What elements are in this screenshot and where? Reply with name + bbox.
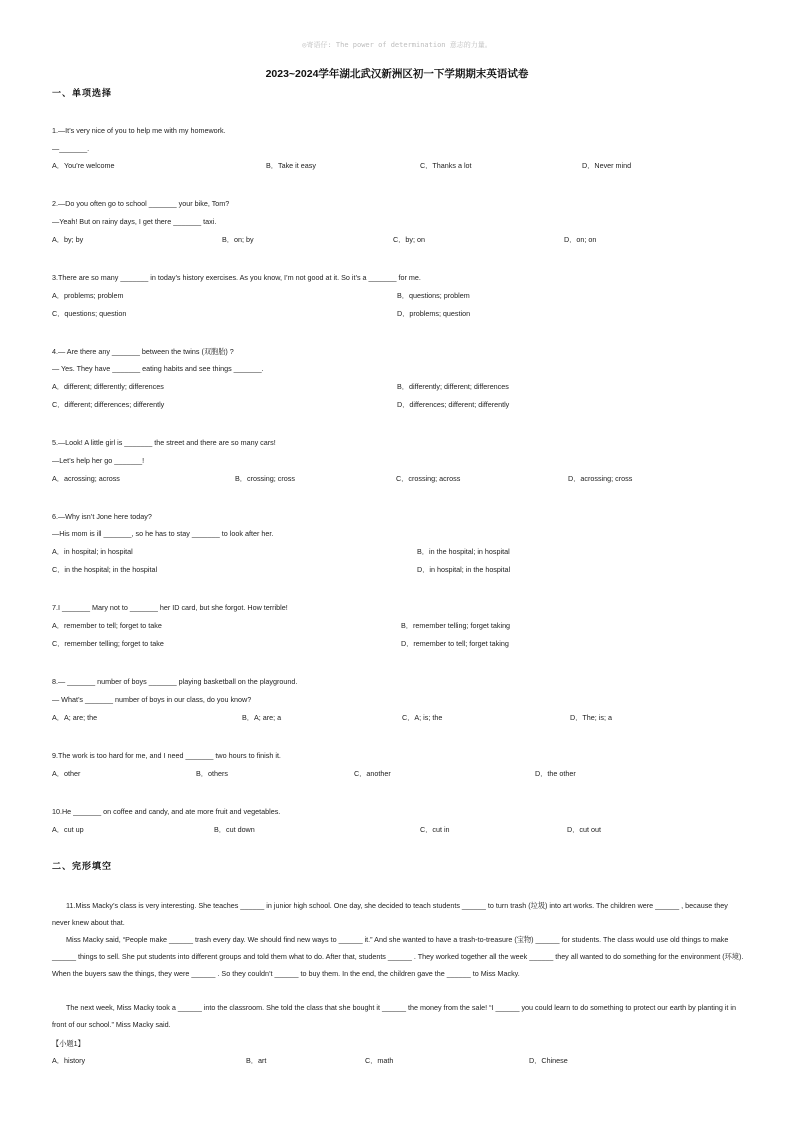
question-6-line-1: 6.—Why isn’t Jone here today? — [52, 512, 152, 521]
question-9-line-1: 9.The work is too hard for me, and I need _______ two hours to finish it. — [52, 751, 281, 760]
cloze-paragraph-2-text: Miss Macky said, “People make ______ trash every day. We should find new ways to ______ it.” And she wanted to have a trash-to-treasure (宝物) ______ for students. The class would use old things to make ______ things to sell. She put students into different groups and told them what to do. After that, students ______ . They worked together all the week ______ they all wanted to do something for the environment (环境). When the buyers saw the things, they were ______ . So they couldn’t ______ to buy them. In the end, the children gave the ______ to Miss Macky. — [52, 935, 744, 978]
question-6-option-b: B．in the hospital; in hospital — [417, 547, 510, 556]
question-8-line-2: — What’s _______ number of boys in our class, do you know? — [52, 695, 252, 704]
cloze-option-c: C．math — [365, 1056, 394, 1065]
cloze-option-b: B．art — [246, 1056, 267, 1065]
question-8-option-b: B．A; are; a — [242, 713, 282, 722]
question-9-option-a: A．other — [52, 769, 81, 778]
question-1-option-a: A．You’re welcome — [52, 161, 115, 170]
question-5-option-c: C．crossing; across — [396, 474, 461, 483]
cloze-paragraph-3 — [52, 999, 744, 1033]
question-10-line-1: 10.He _______ on coffee and candy, and ate more fruit and vegetables. — [52, 807, 281, 816]
question-4-option-a: A．different; differently; differences — [52, 382, 164, 391]
question-4-line-1: 4.— Are there any _______ between the twins (双胞胎) ? — [52, 347, 234, 356]
question-4-option-d: D．differences; different; differently — [397, 400, 510, 409]
question-2-option-d: D．on; on — [564, 235, 597, 244]
watermark-text: ◎寄语仔: The power of determination 意志的力量。 — [302, 41, 492, 49]
question-3-line-1: 3.There are so many _______ in today’s history exercises. As you know, I’m not good at it. So it’s a _______ for me. — [52, 273, 421, 282]
question-6-option-c: C．in the hospital; in the hospital — [52, 565, 158, 574]
question-7-option-b: B．remember telling; forget taking — [401, 621, 511, 630]
question-8-line-1: 8.— _______ number of boys _______ playing basketball on the playground. — [52, 677, 298, 686]
question-5-option-d: D．acrossing; cross — [568, 474, 633, 483]
cloze-option-a: A．history — [52, 1056, 86, 1065]
question-9-option-b: B．others — [196, 769, 228, 778]
question-7-option-a: A．remember to tell; forget to take — [52, 621, 162, 630]
question-3-option-c: C．questions; question — [52, 309, 127, 318]
question-6-option-d: D．in hospital; in the hospital — [417, 565, 511, 574]
question-1-option-c: C．Thanks a lot — [420, 161, 472, 170]
cloze-subquestion-label: 【小题1】 — [52, 1039, 85, 1048]
page-title: 2023~2024学年湖北武汉新洲区初一下学期期末英语试卷 — [265, 68, 529, 80]
cloze-option-d: D．Chinese — [529, 1056, 568, 1065]
question-9-option-c: C．another — [354, 769, 391, 778]
cloze-paragraph-3-text: The next week, Miss Macky took a ______ into the classroom. She told the class that she bought it ______ the money from the sale! “I ______ you could learn to do something to protect our earth by planting it in front of our school.” Miss Macky said. — [52, 1003, 737, 1029]
question-10-option-d: D．cut out — [567, 825, 601, 834]
section-heading-cloze: 二、完形填空 — [52, 862, 113, 872]
question-7-option-c: C．remember telling; forget to take — [52, 639, 164, 648]
question-8-option-a: A．A; are; the — [52, 713, 98, 722]
question-1-line-1: 1.—It’s very nice of you to help me with my homework. — [52, 126, 226, 135]
cloze-paragraph-1 — [52, 897, 744, 931]
question-5-line-2: —Let’s help her go _______! — [52, 456, 145, 465]
question-9-option-d: D．the other — [535, 769, 576, 778]
question-3-option-d: D．problems; question — [397, 309, 471, 318]
question-2-line-2: —Yeah! But on rainy days, I get there _______ taxi. — [52, 217, 217, 226]
question-6-option-a: A．in hospital; in hospital — [52, 547, 133, 556]
question-4-option-b: B．differently; different; differences — [397, 382, 509, 391]
question-10-option-b: B．cut down — [214, 825, 255, 834]
question-8-option-c: C．A; is; the — [402, 713, 443, 722]
question-4-option-c: C．different; differences; differently — [52, 400, 165, 409]
question-3-option-b: B．questions; problem — [397, 291, 470, 300]
question-5-option-a: A．acrossing; across — [52, 474, 120, 483]
question-2-option-a: A．by; by — [52, 235, 84, 244]
question-7-option-d: D．remember to tell; forget taking — [401, 639, 509, 648]
question-10-option-c: C．cut in — [420, 825, 450, 834]
cloze-paragraph-1-text: 11.Miss Macky’s class is very interesting. She teaches ______ in junior high school. One day, she decided to teach students ______ to turn trash (垃圾) into art works. The children were ______ , because they never knew about that. — [52, 901, 728, 927]
question-1-option-b: B．Take it easy — [266, 161, 316, 170]
question-5-line-1: 5.—Look! A little girl is _______ the street and there are so many cars! — [52, 438, 276, 447]
question-6-line-2: —His mom is ill _______, so he has to stay _______ to look after her. — [52, 529, 274, 538]
question-1-line-2: —_______. — [52, 144, 90, 153]
question-2-line-1: 2.—Do you often go to school _______ your bike, Tom? — [52, 199, 230, 208]
question-8-option-d: D．The; is; a — [570, 713, 612, 722]
question-4-line-2: — Yes. They have _______ eating habits and see things _______. — [52, 364, 264, 373]
question-10-option-a: A．cut up — [52, 825, 84, 834]
question-5-option-b: B．crossing; cross — [235, 474, 295, 483]
question-3-option-a: A．problems; problem — [52, 291, 124, 300]
question-2-option-b: B．on; by — [222, 235, 254, 244]
cloze-paragraph-2 — [52, 931, 744, 982]
question-1-option-d: D．Never mind — [582, 161, 632, 170]
section-heading-single-choice: 一、单项选择 — [52, 89, 113, 99]
question-7-line-1: 7.I _______ Mary not to _______ her ID card, but she forgot. How terrible! — [52, 603, 288, 612]
question-2-option-c: C．by; on — [393, 235, 425, 244]
